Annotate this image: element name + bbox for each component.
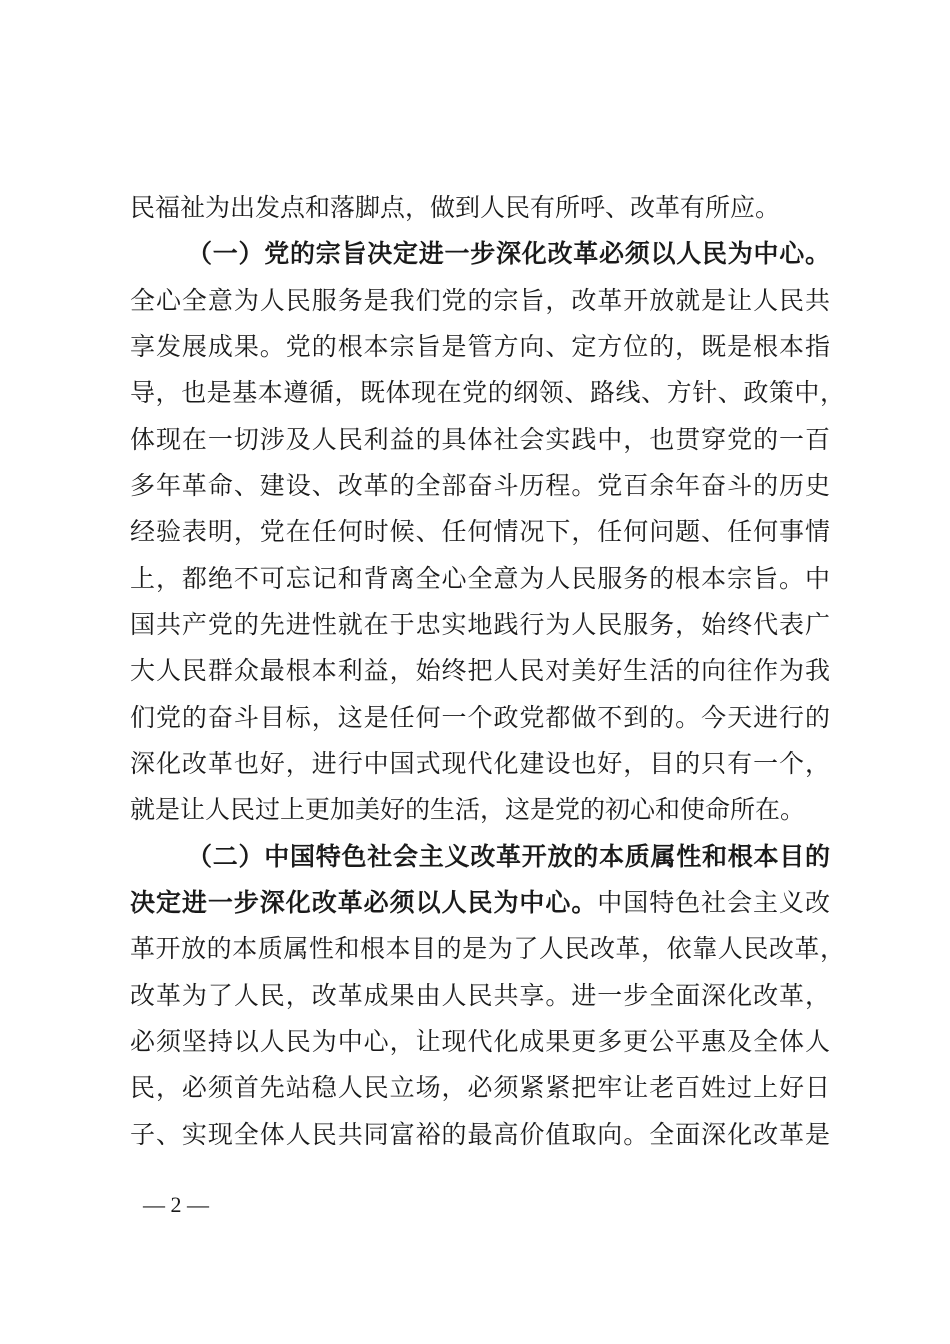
section-heading-two: （二）中国特色社会主义改革开放的本质属性和根本目的 bbox=[187, 842, 830, 871]
section-heading-two-continuation: 决定进一步深化改革必须以人民为中心。 bbox=[130, 888, 598, 917]
body-text-line: 就是让人民过上更加美好的生活，这是党的初心和使命所在。 bbox=[130, 795, 806, 824]
page-number: — 2 — bbox=[143, 1192, 209, 1217]
section-heading-one: （一）党的宗旨决定进一步深化改革必须以人民为中心。 bbox=[187, 239, 830, 268]
mixed-text-line bbox=[130, 883, 830, 923]
body-text-line: 享发展成果。党的根本宗旨是管方向、定方位的，既是根本指 bbox=[130, 332, 830, 361]
body-text-line: 民福祉为出发点和落脚点，做到人民有所呼、改革有所应。 bbox=[130, 193, 781, 222]
body-text-line: 国共产党的先进性就在于忠实地践行为人民服务，始终代表广 bbox=[130, 610, 830, 639]
body-text-line: 子、实现全体人民共同富裕的最高价值取向。全面深化改革是 bbox=[130, 1120, 830, 1149]
body-text-line: 深化改革也好，进行中国式现代化建设也好，目的只有一个， bbox=[130, 749, 830, 778]
body-text-line: 体现在一切涉及人民利益的具体社会实践中，也贯穿党的一百 bbox=[130, 425, 830, 454]
body-text-line: 革开放的本质属性和根本目的是为了人民改革，依靠人民改革， bbox=[130, 934, 845, 963]
body-text-line: 民，必须首先站稳人民立场，必须紧紧把牢让老百姓过上好日 bbox=[130, 1073, 830, 1102]
body-text-line: 经验表明，党在任何时候、任何情况下，任何问题、任何事情 bbox=[130, 517, 830, 546]
body-text-run: 中国特色社会主义改 bbox=[597, 888, 830, 917]
body-text-line: 必须坚持以人民为中心，让现代化成果更多更公平惠及全体人 bbox=[130, 1027, 830, 1056]
body-text-line: 大人民群众最根本利益，始终把人民对美好生活的向往作为我 bbox=[130, 656, 830, 685]
body-text-line: 全心全意为人民服务是我们党的宗旨，改革开放就是让人民共 bbox=[130, 286, 830, 315]
body-text-line: 们党的奋斗目标，这是任何一个政党都做不到的。今天进行的 bbox=[130, 703, 830, 732]
body-text-line: 导，也是基本遵循，既体现在党的纲领、路线、方针、政策中， bbox=[130, 378, 845, 407]
body-text-line: 多年革命、建设、改革的全部奋斗历程。党百余年奋斗的历史 bbox=[130, 471, 830, 500]
body-text-line: 改革为了人民，改革成果由人民共享。进一步全面深化改革， bbox=[130, 981, 830, 1010]
body-text-line: 上，都绝不可忘记和背离全心全意为人民服务的根本宗旨。中 bbox=[130, 564, 830, 593]
